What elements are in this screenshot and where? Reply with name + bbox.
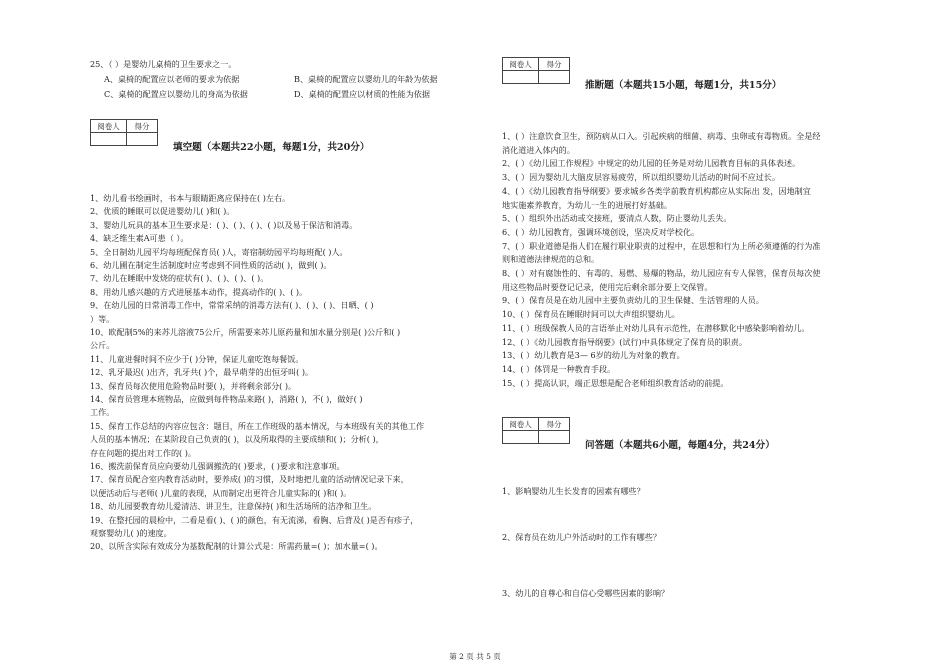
fill-question-line: 6、幼儿圃在制定生活制度时应考虑到不同性质的活动( )，做到( )。 xyxy=(90,260,332,270)
fill-question-line: 15、保育工作总结的内容应包含：题目，所在工作班级的基本情况，与本班级有关的其他工作 xyxy=(90,420,425,431)
judge-question-line: 14、( ）体罚是一种教育手段。 xyxy=(502,363,616,374)
judge-question-line: 13、( ）幼儿教育是3— 6岁的幼儿为对象的教育。 xyxy=(502,350,685,361)
fill-question-line: 7、幼儿在睡眠中发烧的症状有( )、( )、( )、( )。 xyxy=(90,273,269,284)
fill-question-line: ）等。 xyxy=(90,313,115,324)
fill-question-line: 17、保育员配合室内教育活动时，要养成( )的习惯，及时地把儿童的活动情况记录下来， xyxy=(90,474,409,485)
question-25-option-a: A、桌椅的配置应以老师的要求为依据 xyxy=(104,74,240,84)
score-box-header-score: 得分 xyxy=(539,58,570,71)
fill-question-line: 工作。 xyxy=(90,407,115,418)
score-box-judge xyxy=(502,57,570,84)
score-box-header-grader: 阅卷人 xyxy=(503,418,539,431)
fill-question-line: 16、搬洗前保育员应向要幼儿强调搬洗的( )要求，( )要求和注意事项。 xyxy=(90,461,345,471)
judge-section-title: 推断题（本题共15小题，每题1分，共15分） xyxy=(585,80,782,91)
fill-question-line: 观察婴幼儿( )的速度。 xyxy=(90,528,172,538)
question-25-option-d: D、桌椅的配置应以材质的性能为依据 xyxy=(294,89,430,99)
qa-section-title: 问答题（本题共6小题，每题4分，共24分） xyxy=(585,440,775,451)
judge-question-line: 11、( ）班级保教人员的言语举止对幼儿具有示范性，在潜移默化中感染影响着幼儿。 xyxy=(502,322,810,333)
judge-question-line: 则和道德法律规范的总和。 xyxy=(502,254,600,265)
fill-question-line: 10、欧配制5%的来苏儿溶液75公斤，所需要来苏儿原药量和加水量分别是( )公斤和( ) xyxy=(90,327,401,337)
score-box-cell xyxy=(503,431,539,444)
fill-question-line: 公斤。 xyxy=(90,340,115,351)
fill-question-line: 3、婴幼儿玩具的基本卫生要求是：( )、( )、( )、( )以及易于保洁和消毒。 xyxy=(90,219,358,230)
judge-question-line: 10、( ）保育员在睡眠时间可以大声组织婴幼儿。 xyxy=(502,309,680,320)
fill-question-line: 19、在整托园的晨检中，二看是看( )、( )的颜色，有无流涕，看胸、后背及( )是否有疹子， xyxy=(90,514,419,525)
judge-question-line: 2、( ）《幼儿园工作规程》中规定的幼儿园的任务是对幼儿园教育目标的具体表述。 xyxy=(502,158,801,169)
question-25-option-c: C、桌椅的配置应以婴幼儿的身高为依据 xyxy=(104,89,248,99)
score-box-cell xyxy=(91,133,127,146)
fill-question-line: 20、以所含实际有效成分为基数配制的计算公式是：所需药量=( )；加水量=( )。 xyxy=(90,541,383,552)
fill-question-line: 5、全日制幼儿园平均每班配保育员( )人，寄宿制幼园平均每班配( )人。 xyxy=(90,246,348,257)
fill-question-line: 12、乳牙最迟( )出齐，乳牙共( )个，最早萌芽的出恒牙叫( )。 xyxy=(90,367,314,378)
fill-question-line: 18、幼儿园要教育幼儿爱清洁、讲卫生，注意保持( )和生活场所的洁净和卫生。 xyxy=(90,501,377,512)
page-footer: 第 2 页 共 5 页 xyxy=(449,652,501,661)
score-box-header-grader: 阅卷人 xyxy=(91,120,127,133)
fill-question-line: 存在问题的提出对工作的( )。 xyxy=(90,447,197,458)
judge-question-line: 3、( ）因为婴幼儿大脑皮层容易疲劳，所以组织婴幼儿活动的时间不应过长。 xyxy=(502,172,780,183)
qa-question-1: 1、影响婴幼儿生长发育的因素有哪些？ xyxy=(502,486,645,496)
fill-question-line: 11、儿童进餐时间不应少于( )分钟，保证儿童吃饱每餐饭。 xyxy=(90,353,304,364)
score-box-qa xyxy=(502,417,570,444)
score-box-header-score: 得分 xyxy=(127,120,158,133)
qa-question-2: 2、保育员在幼儿户外活动时的工作有哪些？ xyxy=(502,532,661,542)
question-25-option-b: B、桌椅的配置应以婴幼儿的年龄为依据 xyxy=(294,74,438,84)
score-box-cell xyxy=(127,133,158,146)
judge-question-line: 7、( ）职业道德是指人们在履行职业职责的过程中，在思想和行为上所必须遵循的行为准 xyxy=(502,240,821,251)
score-box-cell xyxy=(539,71,570,84)
judge-question-line: 5、( ）组织外出活动或交接班，要清点人数，防止婴幼儿丢失。 xyxy=(502,213,732,224)
judge-question-line: 消化道进入体内的。 xyxy=(502,144,575,155)
fill-question-line: 4、缺乏维生素A可患（ ）。 xyxy=(90,233,189,244)
score-box-fill xyxy=(90,119,158,146)
judge-question-line: 地实施素养教育，为幼儿一生的进展打好基础。 xyxy=(502,199,672,210)
score-box-header-grader: 阅卷人 xyxy=(503,58,539,71)
judge-question-line: 15、( ）提高认识，端正思想是配合老师组织教育活动的前提。 xyxy=(502,377,729,388)
judge-question-line: 8、( ）对有腐蚀性的、有毒的、易燃、易爆的物品，幼儿园应有专人保管，保育员每次使 xyxy=(502,268,821,278)
fill-question-line: 人员的基本情况；在某阶段自己负责的( )，以及所取得的主要成绩和( )；分析( )， xyxy=(90,434,384,445)
score-box-cell xyxy=(539,431,570,444)
judge-question-line: 1、( ）注意饮食卫生，预防病从口入。引起疾病的细菌、病毒、虫卵或有毒物质。全是经 xyxy=(502,131,821,141)
qa-question-3: 3、幼儿的自尊心和自信心受哪些因素的影响？ xyxy=(502,588,670,598)
fill-question-line: 9、在幼儿园的日常消毒工作中，常常采纳的消毒方法有( )、( )、( )、日晒、( ) xyxy=(90,300,374,311)
fill-section-title: 填空题（本题共22小题，每题1分，共20分） xyxy=(173,142,370,153)
judge-question-line: 用这些物品时要登记记录，使用完后剩余部分要上交保管。 xyxy=(502,281,713,292)
judge-question-line: 12、( ）《幼儿园教育指导纲要》(试行)中具体规定了保育员的职责。 xyxy=(502,336,747,347)
fill-question-line: 8、用幼儿感兴趣的方式进展基本动作，提高动作的( )、( )。 xyxy=(90,286,308,297)
judge-question-line: 6、( ）幼儿园教育，强调环境创设，坚决反对学校化。 xyxy=(502,226,700,237)
fill-question-line: 1、幼儿看书绘画时，书本与眼睛距离应保持在( )左右。 xyxy=(90,193,291,203)
fill-question-line: 13、保育员每次使用危险物品时要( )，并将剩余部分( )。 xyxy=(90,380,297,391)
judge-question-line: 9、( ）保育员是在幼儿园中主要负责幼儿的卫生保健、生活管理的人员。 xyxy=(502,295,764,306)
fill-question-line: 14、保育员管理本班物品，应做到每件物品来路( )，消路( )，不( )，做好( ) xyxy=(90,394,363,404)
fill-question-line: 以便活动后与老师( )儿童的表现，从而制定出更符合儿童实际的( )和( )。 xyxy=(90,487,352,498)
fill-question-line: 2、优质的睡眠可以促进婴幼儿( )和( )。 xyxy=(90,206,235,217)
score-box-cell xyxy=(503,71,539,84)
judge-question-line: 4、( ）《幼儿园教育指导纲要》要求城乡各类学前教育机构都应从实际出 发，因地制宜 xyxy=(502,185,811,196)
score-box-header-score: 得分 xyxy=(539,418,570,431)
question-25-stem: 25、（ ）是婴幼儿桌椅的卫生要求之一。 xyxy=(90,59,237,69)
